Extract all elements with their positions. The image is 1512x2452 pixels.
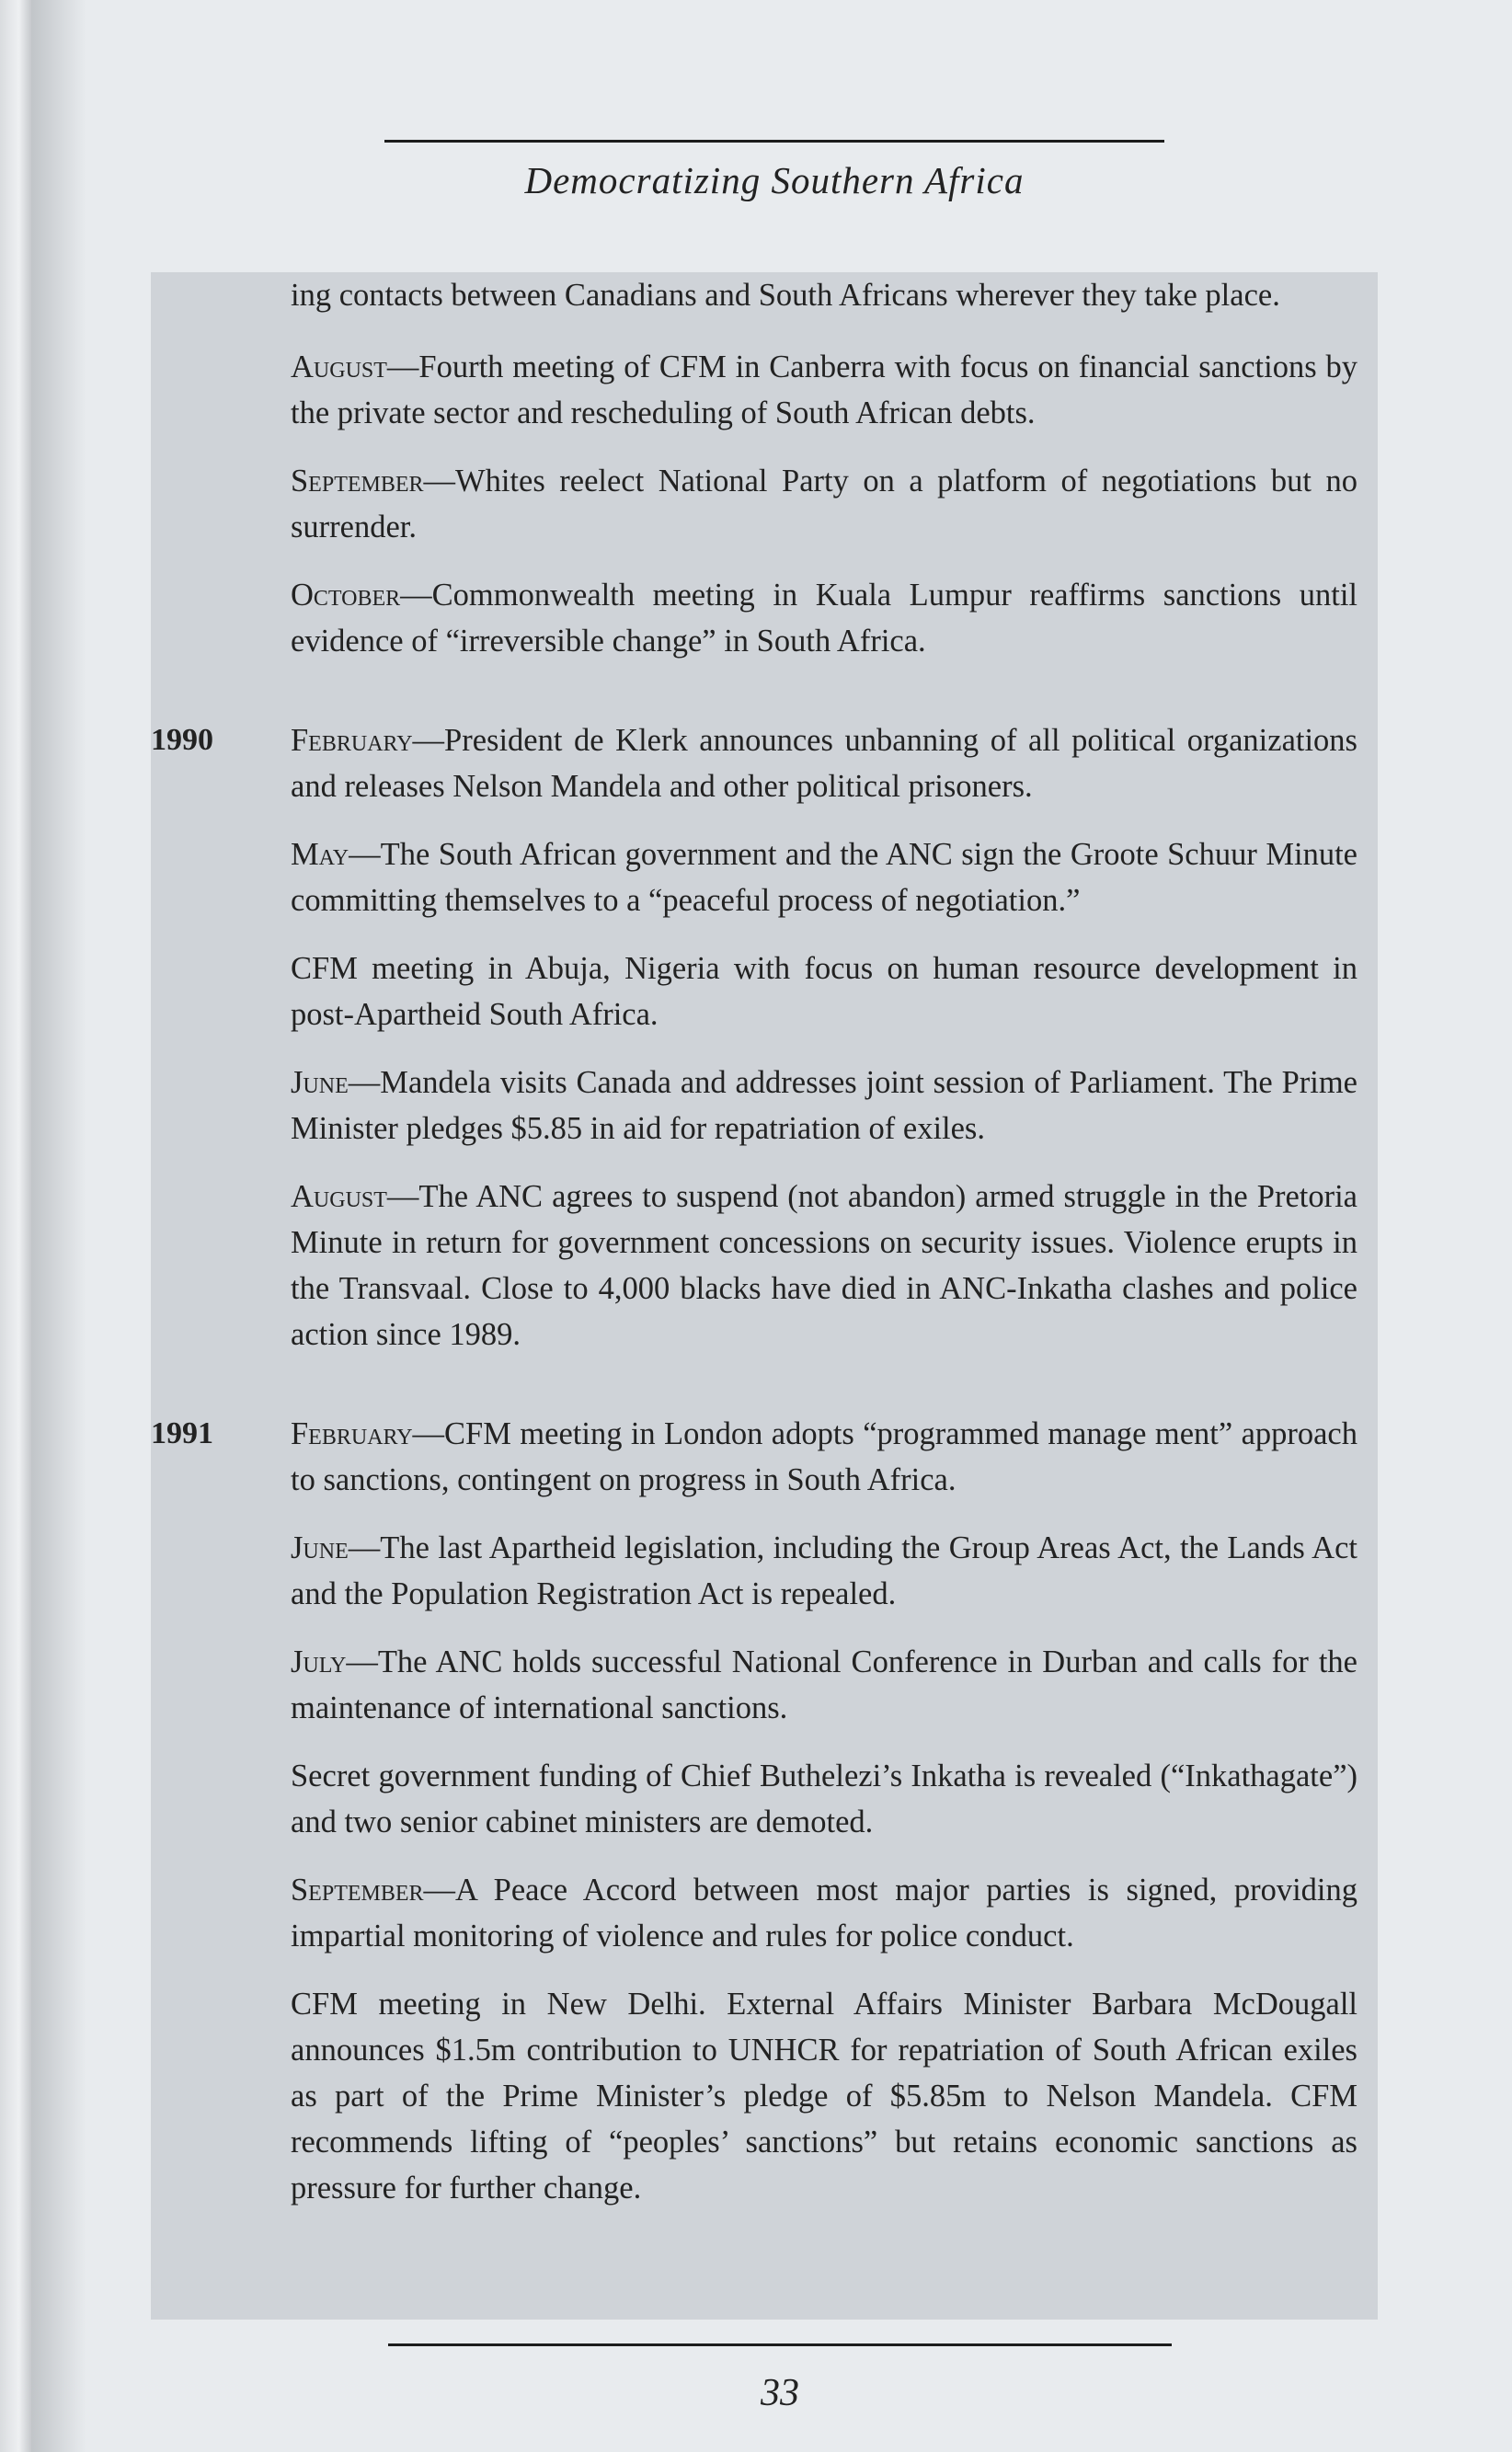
entry-text: —Fourth meeting of CFM in Canberra with focus on financial sanctions by the private sector and rescheduling of South African debts. (291, 349, 1357, 430)
chronology-entry (151, 1411, 1357, 1503)
chronology-entry (291, 572, 1357, 664)
chronology-entries (151, 272, 1378, 2206)
chronology-entry (291, 1525, 1357, 1617)
entry-text: CFM meeting in New Delhi. External Affairs Minister Barbara McDougall announces $1.5m contribution to UNHCR for repatriation of South African exiles as part of the Prime Minister’s pledge of $5.85m to Nelson Mandela. CFM recommends lifting of “peoples’ sanctions” but retains economic sanctions as pressure for further change. (291, 1987, 1357, 2206)
entry-text: —A Peace Accord between most major parties is signed, providing impartial monitoring of violence and rules for police conduct. (291, 1873, 1357, 1954)
chronology-entry (291, 831, 1357, 923)
entry-text: Secret government funding of Chief Buthelezi’s Inkatha is revealed (“Inkathagate”) and two senior cabinet ministers are demoted. (291, 1759, 1357, 1839)
entry-text: —President de Klerk announces unbanning of all political organizations and releases Nelson Mandela and other political prisoners. (291, 723, 1357, 804)
footer-rule (388, 2343, 1172, 2346)
chronology-entry (291, 1867, 1357, 1959)
entry-text: —The ANC holds successful National Conference in Durban and calls for the maintenance of international sanctions. (291, 1644, 1357, 1725)
entry-month: October (291, 578, 401, 613)
entry-month: August (291, 349, 387, 384)
entry-month: August (291, 1179, 387, 1214)
entry-month: September (291, 464, 424, 498)
entry-text: —The last Apartheid legislation, including the Group Areas Act, the Lands Act and the Population Registration Act is repealed. (291, 1530, 1357, 1611)
entry-month: June (291, 1065, 349, 1100)
header-rule (384, 140, 1164, 143)
chronology-entry (151, 717, 1357, 809)
entry-month: September (291, 1873, 424, 1908)
entry-year: 1991 (151, 1416, 213, 1450)
entry-text: CFM meeting in Abuja, Nigeria with focus on human resource development in post-Apartheid South Africa. (291, 951, 1357, 1032)
chronology-entry (291, 344, 1357, 436)
chronology-entry (291, 1753, 1357, 1845)
book-page (31, 0, 1512, 2452)
chronology-entry (291, 458, 1357, 550)
entry-text: —Commonwealth meeting in Kuala Lumpur reaffirms sanctions until evidence of “irreversible change” in South Africa. (291, 578, 1357, 659)
page-number: 33 (761, 2372, 799, 2414)
entry-month: May (291, 837, 349, 872)
chronology-entry (291, 272, 1357, 318)
entry-month: February (291, 1416, 413, 1451)
chronology-entry (291, 1639, 1357, 1731)
entry-text: —The ANC agrees to suspend (not abandon) armed struggle in the Pretoria Minute in return for government concessions on security issues. Violence erupts in the Transvaal. Close to 4,000 blacks have died in ANC-Inkatha clashes and police action since 1989. (291, 1179, 1357, 1352)
chronology-entry (291, 945, 1357, 1037)
entry-text: —Mandela visits Canada and addresses joint session of Parliament. The Prime Minister pledges $5.85 in aid for repatriation of exiles. (291, 1065, 1357, 1146)
chronology-entry (291, 1981, 1357, 2211)
entry-year: 1990 (151, 723, 213, 757)
entry-text: ing contacts between Canadians and South Africans wherever they take place. (291, 278, 1280, 313)
facing-page-edge (0, 0, 31, 2452)
entry-text: —The South African government and the ANC sign the Groote Schuur Minute committing themselves to a “peaceful process of negotiation.” (291, 837, 1357, 918)
chronology-entry (291, 1174, 1357, 1358)
entry-text: —CFM meeting in London adopts “programmed manage ment” approach to sanctions, contingent on progress in South Africa. (291, 1416, 1357, 1497)
entry-month: June (291, 1530, 349, 1565)
entry-month: July (291, 1644, 347, 1679)
entry-text: —Whites reelect National Party on a platform of negotiations but no surrender. (291, 464, 1357, 544)
entry-month: February (291, 723, 413, 758)
running-head: Democratizing Southern Africa (524, 159, 1025, 201)
chronology-entry (291, 1060, 1357, 1152)
